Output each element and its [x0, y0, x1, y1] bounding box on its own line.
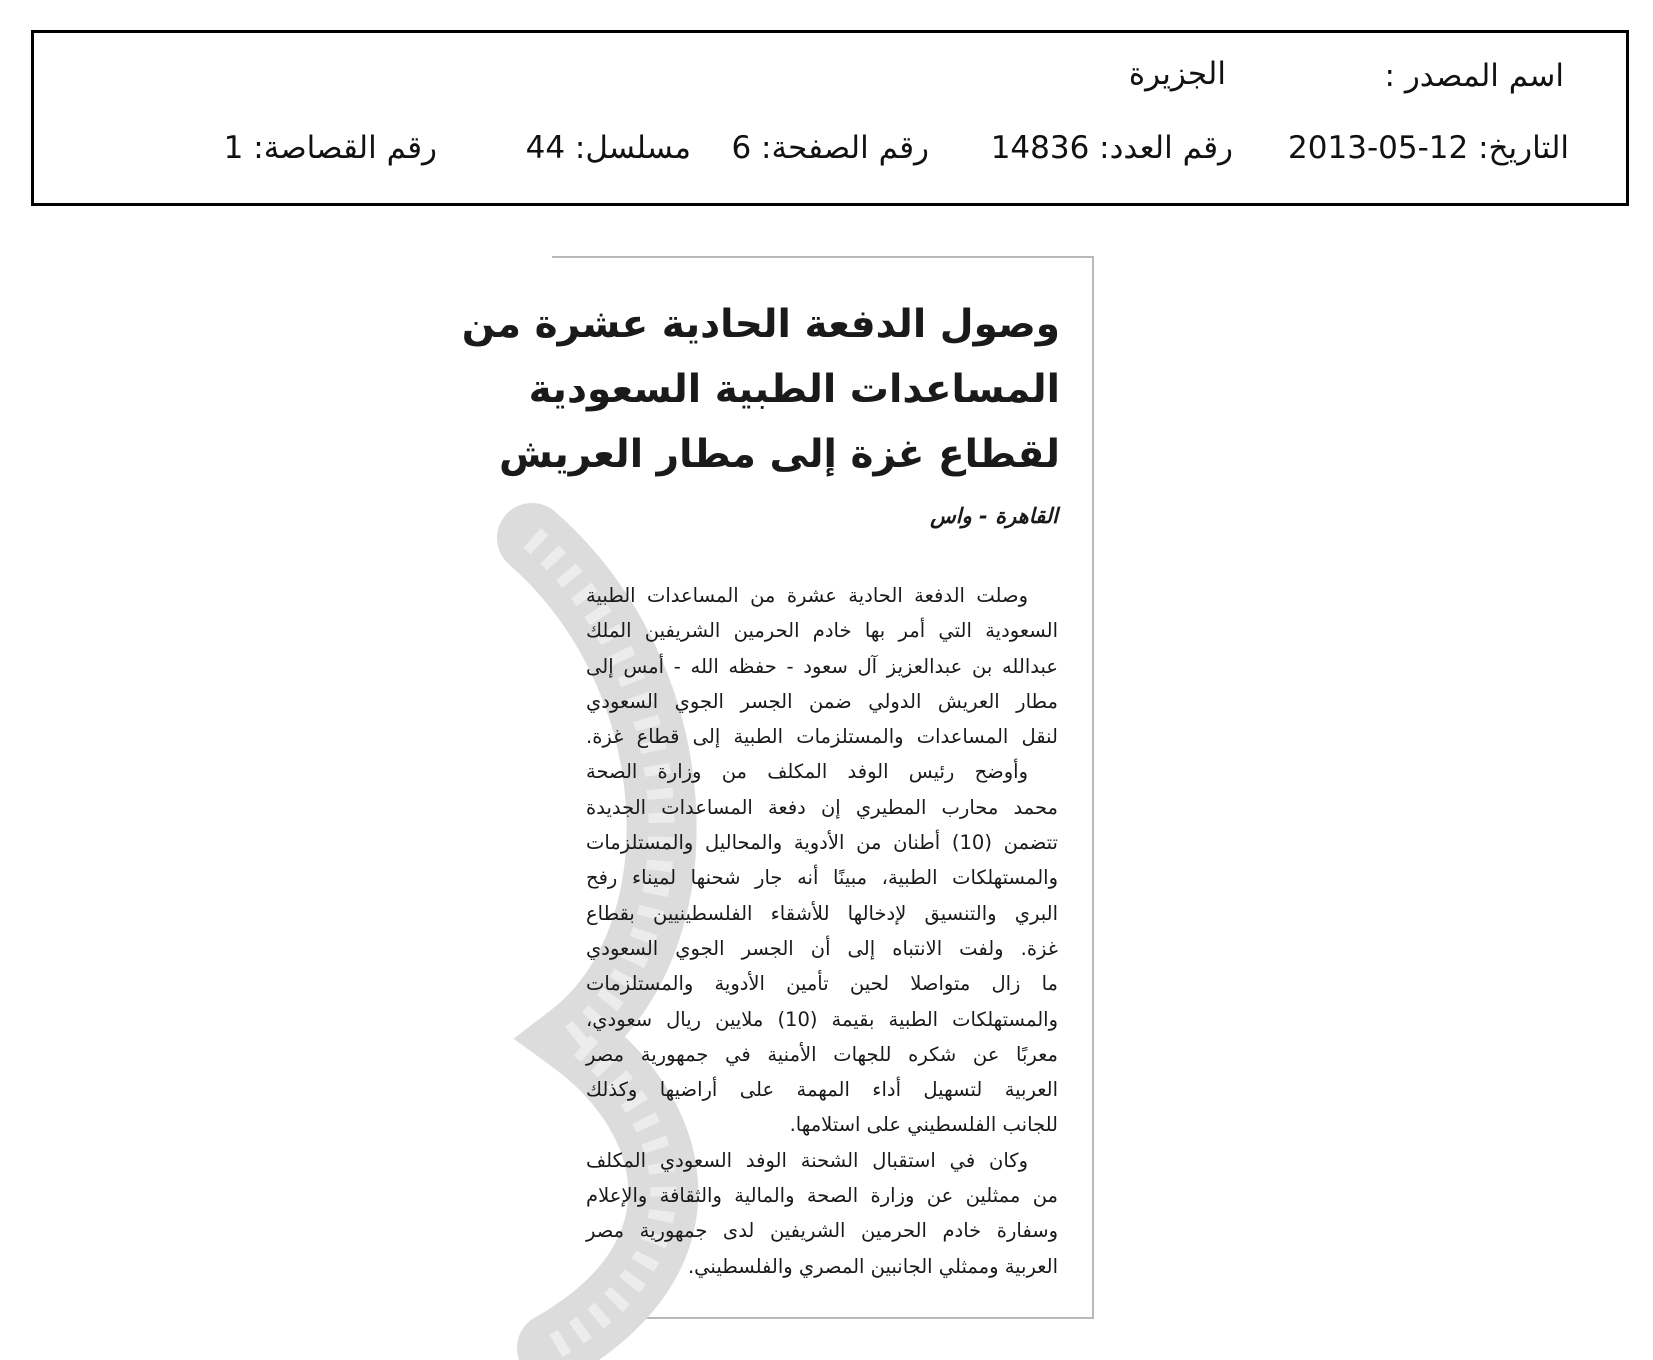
article-headline — [461, 292, 1060, 487]
body-line: والمستهلكات الطبية بقيمة (10) ملايين ريال سعودي، — [586, 1007, 1058, 1031]
body-line: العربية وممثلي الجانبين المصري والفلسطيني. — [687, 1254, 1058, 1278]
clip-number-field: رقم القصاصة: 1 — [223, 130, 437, 166]
body-line: غزة. ولفت الانتباه إلى أن الجسر الجوي السعودي — [586, 936, 1058, 960]
body-line: وصلت الدفعة الحادية عشرة من المساعدات الطبية — [586, 584, 1028, 607]
body-line: وسفارة خادم الحرمين الشريفين لدى جمهورية مصر — [586, 1219, 1058, 1243]
headline-line: وصول الدفعة الحادية عشرة من — [461, 302, 1060, 347]
page-number-field: رقم الصفحة: 6 — [731, 130, 929, 166]
date-field: التاريخ: 12-05-2013 — [1288, 130, 1569, 166]
newspaper-clipping — [461, 256, 1094, 1319]
body-line: وأوضح رئيس الوفد المكلف من وزارة الصحة — [586, 760, 1028, 784]
source-info-box — [31, 30, 1629, 206]
body-line: السعودية التي أمر بها خادم الحرمين الشريفين الملك — [586, 619, 1058, 643]
article-body — [586, 578, 1058, 1284]
source-name: الجزيرة — [1128, 56, 1226, 92]
body-line: معربًا عن شكره للجهات الأمنية في جمهورية مصر — [586, 1042, 1058, 1066]
body-line: وكان في استقبال الشحنة الوفد السعودي المكلف — [586, 1148, 1028, 1172]
issue-number-field: رقم العدد: 14836 — [990, 130, 1233, 166]
article-byline: القاهرة - واس — [930, 504, 1058, 528]
body-line: للجانب الفلسطيني على استلامها. — [789, 1113, 1058, 1137]
body-line: العربية لتسهيل أداء المهمة على أراضيها وكذلك — [586, 1078, 1058, 1102]
headline-line: لقطاع غزة إلى مطار العريش — [499, 432, 1060, 477]
body-line: تتضمن (10) أطنان من الأدوية والمحاليل والمستلزمات — [586, 831, 1058, 855]
source-label: اسم المصدر : — [1384, 58, 1564, 94]
body-line: ما زال متواصلا لحين تأمين الأدوية والمستلزمات — [586, 972, 1058, 996]
body-line: مطار العريش الدولي ضمن الجسر الجوي السعودي — [586, 689, 1058, 713]
body-line: من ممثلين عن وزارة الصحة والمالية والثقافة والإعلام — [586, 1184, 1058, 1208]
body-line: لنقل المساعدات والمستلزمات الطبية إلى قطاع غزة. — [586, 725, 1058, 749]
body-line: والمستهلكات الطبية، مبينًا أنه جار شحنها لميناء رفح — [586, 866, 1058, 890]
body-line: عبدالله بن عبدالعزيز آل سعود - حفظه الله - أمس إلى — [586, 654, 1058, 678]
body-line: البري والتنسيق لإدخالها للأشقاء الفلسطينيين بقطاع — [586, 901, 1058, 925]
body-line: محمد محارب المطيري إن دفعة المساعدات الجديدة — [586, 795, 1058, 819]
serial-field: مسلسل: 44 — [525, 130, 691, 166]
headline-line: المساعدات الطبية السعودية — [528, 367, 1060, 412]
